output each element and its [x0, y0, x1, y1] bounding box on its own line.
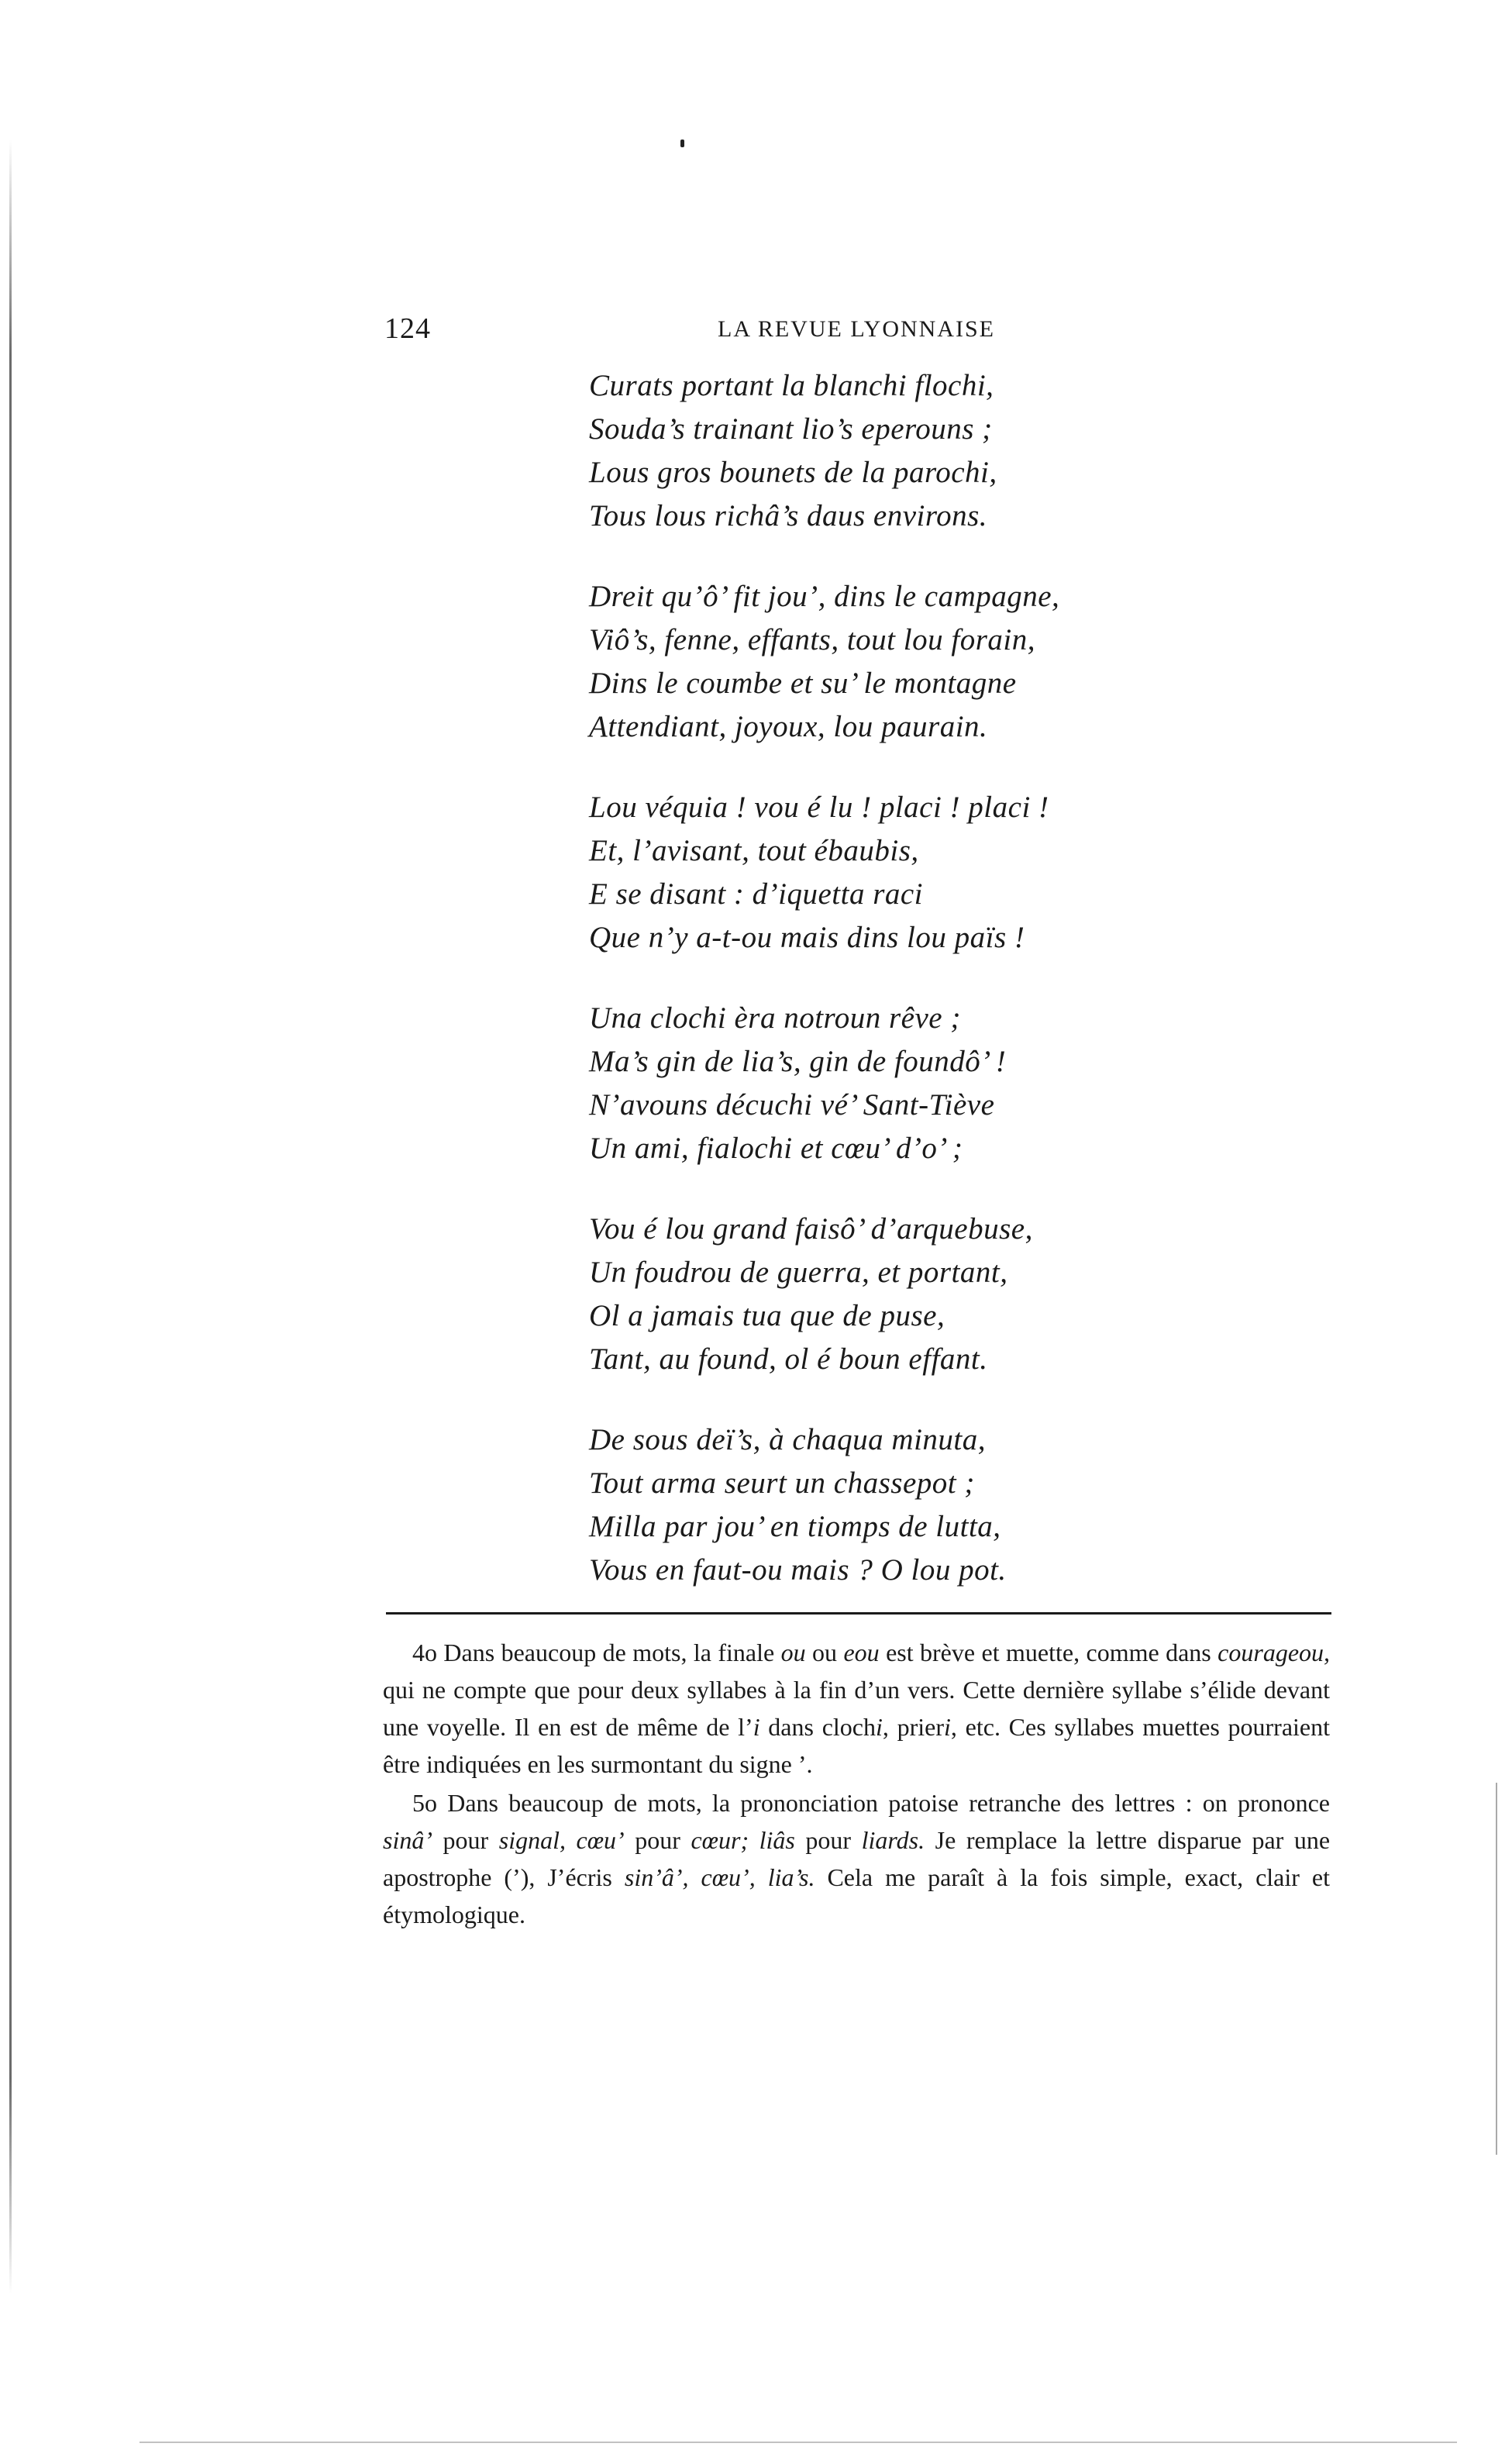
verse-line: E se disant : d’iquetta raci — [589, 877, 924, 911]
ink-speck — [680, 140, 684, 147]
verse-line: Tant, au found, ol é boun effant. — [589, 1342, 988, 1376]
verse-line: Ma’s gin de lia’s, gin de foundô’ ! — [589, 1045, 1007, 1078]
footnote-text: pour — [794, 1826, 862, 1854]
stanza — [589, 364, 1178, 538]
footnote-italic: liards. — [861, 1826, 925, 1854]
footnote-italic: cœur; liâs — [691, 1826, 795, 1854]
verse-line: Attendiant, joyoux, lou paurain. — [589, 710, 988, 743]
verse-line: Ol a jamais tua que de puse, — [589, 1299, 945, 1332]
footnote-italic: i — [876, 1713, 883, 1741]
footnote-text: , prier — [882, 1713, 945, 1741]
verse-line: Una clochi èra notroun rêve ; — [589, 1001, 961, 1035]
verse-line: Tous lous richâ’s daus environs. — [589, 499, 988, 532]
verse-line: Lou véquia ! vou é lu ! placi ! placi ! — [589, 791, 1049, 824]
footnote-text: qui ne compte que pour deux syllabes à la fin d’un vers. Cette dernière syllabe s’élide devant une voyelle. Il en est de même de l’ — [383, 1676, 1330, 1741]
footnote-5 — [383, 1784, 1330, 1933]
footnote-text: Dans beaucoup de mots, la finale — [437, 1639, 781, 1666]
footnote-italic: sin’â’, cœu’, lia’s. — [624, 1863, 815, 1891]
verse-line: Viô’s, fenne, effants, tout lou forain, — [589, 623, 1035, 656]
stanza — [589, 997, 1178, 1170]
footnote-number: 5o — [412, 1789, 437, 1817]
verse-line: De sous deï’s, à chaqua minuta, — [589, 1423, 987, 1456]
footnote-italic: signal, cœu’ — [498, 1826, 625, 1854]
stanza — [589, 1208, 1178, 1381]
footnote-text: Dans beaucoup de mots, la prononciation patoise retranche des lettres : on prononce — [437, 1789, 1330, 1817]
scan-bottom-edge — [139, 2442, 1457, 2443]
verse-line: Tout arma seurt un chassepot ; — [589, 1466, 975, 1500]
poem — [589, 364, 1178, 1629]
footnote-italic: eou — [843, 1639, 880, 1666]
verse-line: Souda’s trainant lio’s eperouns ; — [589, 412, 993, 446]
footnotes — [383, 1634, 1330, 1935]
footnote-number: 4o — [412, 1639, 437, 1666]
footnote-text: pour — [432, 1826, 499, 1854]
page-number: 124 — [384, 312, 431, 345]
footnote-text: ou — [805, 1639, 844, 1666]
verse-line: Vous en faut-ou mais ? O lou pot. — [589, 1553, 1007, 1587]
verse-line: Dins le coumbe et su’ le montagne — [589, 667, 1017, 700]
verse-line: Lous gros bounets de la parochi, — [589, 456, 997, 489]
footnote-text: , etc. Ces syllabes muettes pourraient être indiquées en les surmontant du signe ’. — [383, 1713, 1331, 1778]
verse-line: Vou é lou grand faisô’ d’arquebuse, — [589, 1212, 1033, 1246]
verse-line: Milla par jou’ en tiomps de lutta, — [589, 1510, 1001, 1543]
verse-line: Que n’y a-t-ou mais dins lou païs ! — [589, 921, 1025, 954]
stanza — [589, 575, 1178, 749]
stanza — [589, 786, 1178, 960]
scan-edge-mark — [1496, 1783, 1497, 2155]
footnote-italic: sinâ’ — [383, 1826, 432, 1854]
footnote-italic: ou — [780, 1639, 806, 1666]
footnote-italic: courageou, — [1218, 1639, 1331, 1666]
verse-line: Un foudrou de guerra, et portant, — [589, 1256, 1008, 1289]
footnote-text: dans cloch — [759, 1713, 876, 1741]
footnote-text: pour — [624, 1826, 691, 1854]
footnote-italic: i — [944, 1713, 951, 1741]
verse-line: Un ami, fialochi et cœu’ d’o’ ; — [589, 1132, 963, 1165]
verse-line: Dreit qu’ô’ fit jou’, dins le campagne, — [589, 580, 1060, 613]
footnote-rule — [386, 1612, 1331, 1615]
scan-binding-edge — [9, 140, 12, 2294]
footnote-text: Cela me paraît à la fois simple, exact, clair et étymologique. — [383, 1863, 1331, 1928]
running-head: LA REVUE LYONNAISE — [718, 316, 995, 342]
verse-line: N’avouns décuchi vé’ Sant-Tiève — [589, 1088, 995, 1122]
footnote-4 — [383, 1634, 1330, 1783]
footnote-text: Je remplace la lettre disparue par une apostrophe (’), J’écris — [383, 1826, 1331, 1891]
verse-line: Et, l’avisant, tout ébaubis, — [589, 834, 919, 867]
footnote-text: est brève et muette, comme dans — [879, 1639, 1218, 1666]
verse-line: Curats portant la blanchi flochi, — [589, 369, 994, 402]
stanza — [589, 1418, 1178, 1592]
footnote-italic: i — [753, 1713, 760, 1741]
